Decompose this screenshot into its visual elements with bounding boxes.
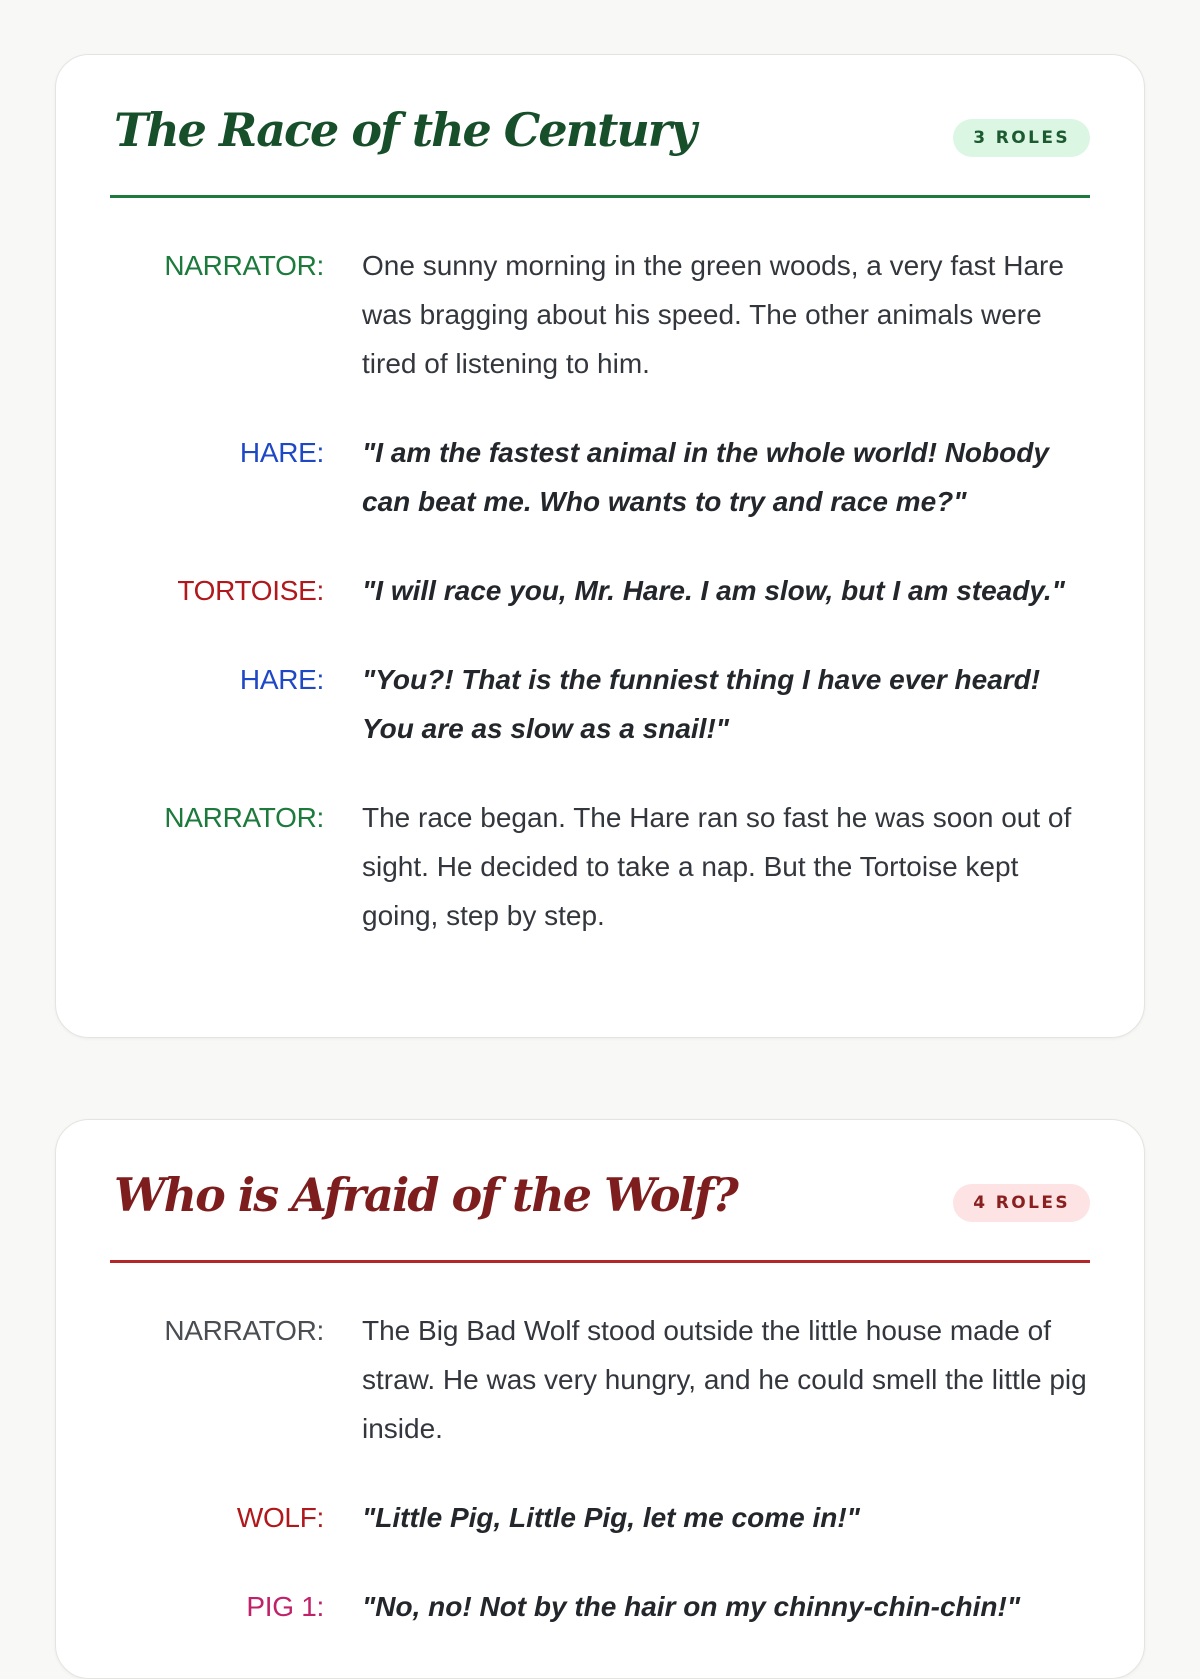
speech-text: "I will race you, Mr. Hare. I am slow, but I am steady." [362,575,1065,606]
header-divider [110,1260,1090,1263]
speaker-label: NARRATOR: [164,802,324,833]
script-line [110,793,1090,940]
script-line [110,241,1090,388]
script-line [110,428,1090,526]
speaker-label: NARRATOR: [164,1315,324,1346]
speech-text: "I am the fastest animal in the whole world! Nobody can beat me. Who wants to try and race me?" [362,437,1049,517]
speaker-label: WOLF: [236,1502,324,1533]
script-lines [110,241,1090,980]
script-card-race [55,54,1145,1038]
script-line [110,566,1090,615]
speech-text: The Big Bad Wolf stood outside the little house made of straw. He was very hungry, and he could smell the little pig inside. [362,1315,1087,1444]
script-lines [110,1306,1090,1671]
speaker-label: HARE: [239,437,324,468]
speech-text: One sunny morning in the green woods, a very fast Hare was bragging about his speed. The other animals were tired of listening to him. [362,250,1064,379]
script-line [110,1493,1090,1542]
speech-text: The race began. The Hare ran so fast he was soon out of sight. He decided to take a nap. But the Tortoise kept going, step by step. [362,802,1072,931]
speaker-label: NARRATOR: [164,250,324,281]
speech-text: "You?! That is the funniest thing I have ever heard! You are as slow as a snail!" [362,664,1041,744]
speaker-label: HARE: [239,664,324,695]
script-line [110,1582,1090,1631]
script-line [110,655,1090,753]
script-title: The Race of the Century [114,103,695,157]
script-title: Who is Afraid of the Wolf? [114,1168,737,1222]
speaker-label: TORTOISE: [177,575,324,606]
card-header [110,55,1090,200]
script-card-wolf [55,1119,1145,1679]
roles-badge: 4 ROLES [953,1184,1090,1222]
script-line [110,1306,1090,1453]
speech-text: "Little Pig, Little Pig, let me come in!" [362,1502,860,1533]
header-divider [110,195,1090,198]
speech-text: "No, no! Not by the hair on my chinny-chin-chin!" [362,1591,1021,1622]
card-header [110,1120,1090,1265]
roles-badge: 3 ROLES [953,119,1090,157]
speaker-label: PIG 1: [246,1591,324,1622]
